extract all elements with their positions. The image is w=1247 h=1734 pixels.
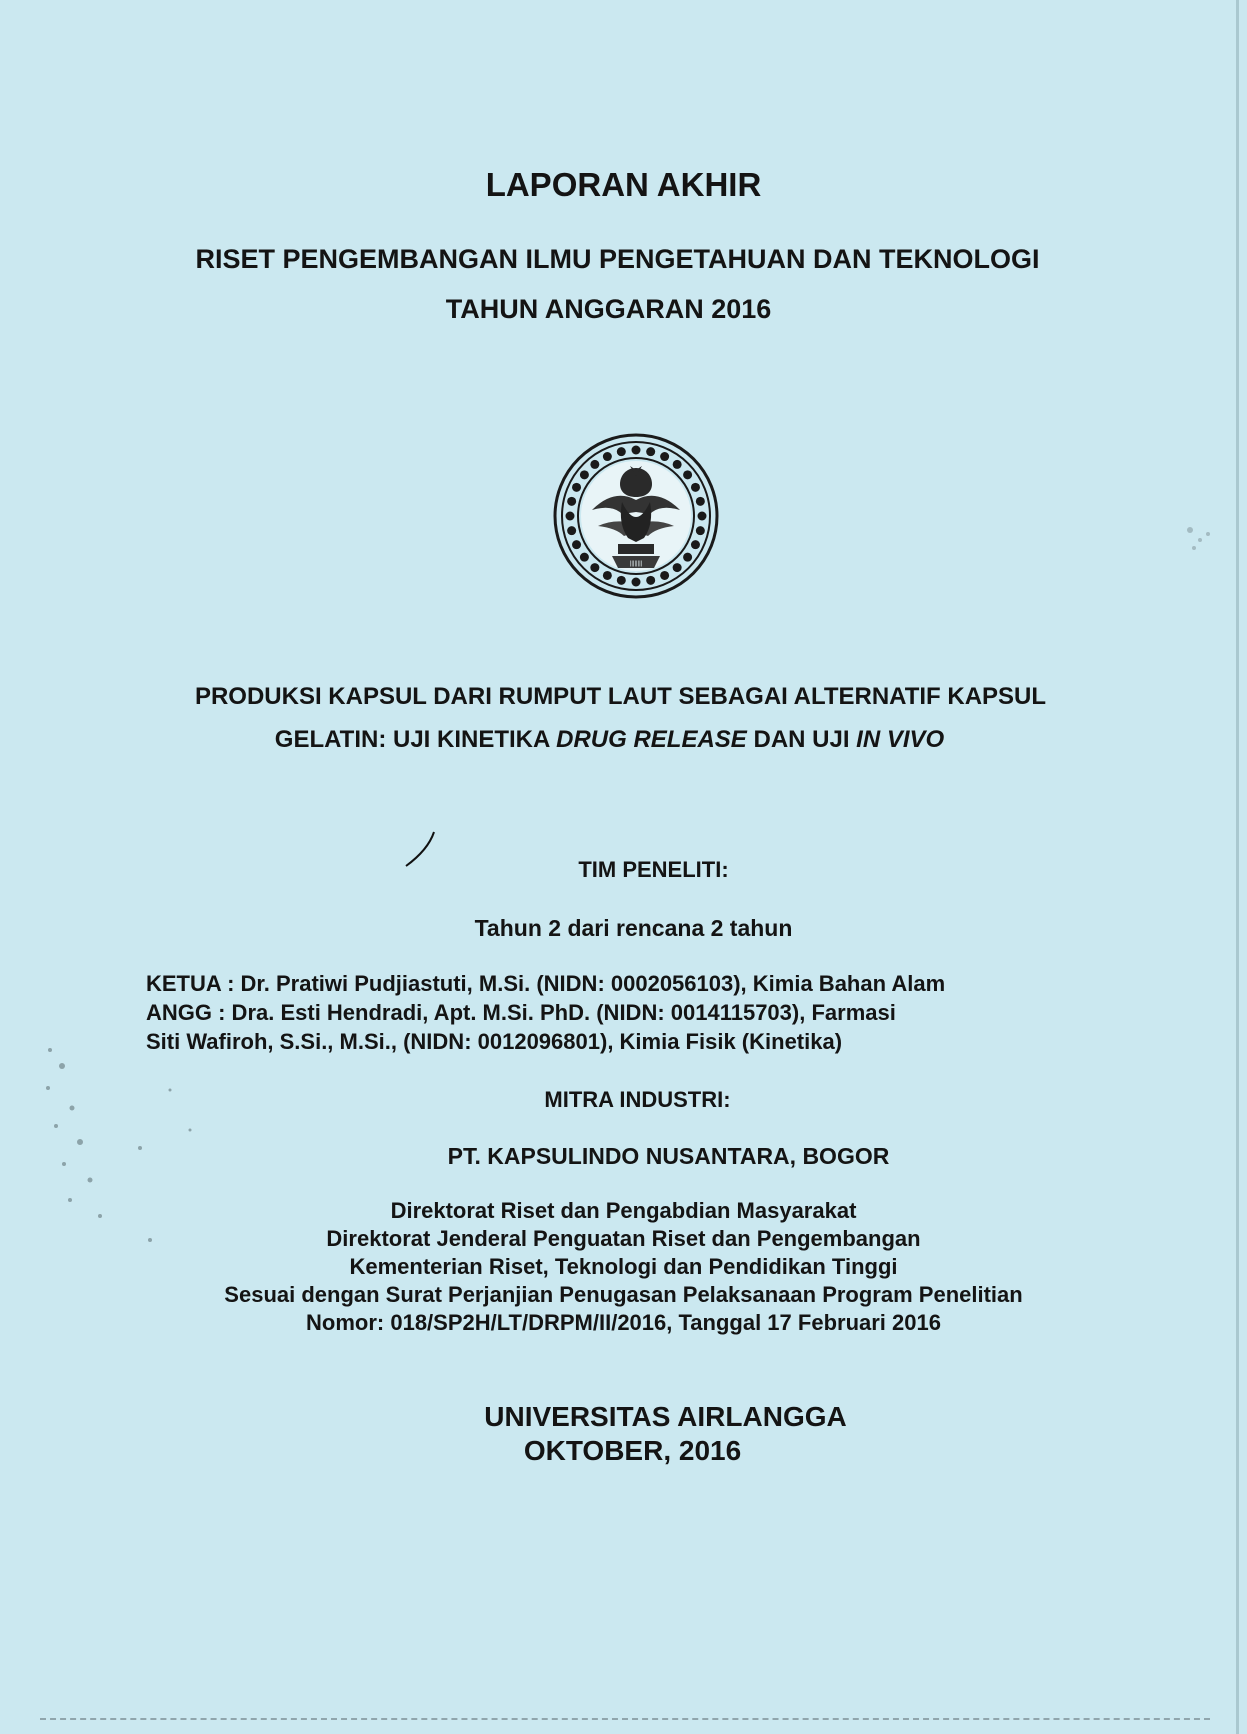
seal-bead	[572, 540, 581, 549]
team-heading: TIM PENELITI:	[578, 857, 729, 882]
seal-bead	[603, 452, 612, 461]
seal-bead	[673, 563, 682, 572]
pen-stroke-mark	[400, 830, 440, 870]
team-members	[146, 969, 945, 1056]
seal-bead	[572, 483, 581, 492]
university-name: UNIVERSITAS AIRLANGGA	[484, 1401, 847, 1432]
project-duration: Tahun 2 dari rencana 2 tahun	[474, 915, 793, 941]
research-title-line-2: GELATIN: UJI KINETIKA DRUG RELEASE DAN UJI IN VIVO	[274, 726, 945, 753]
member-3: Siti Wafiroh, S.Si., M.Si., (NIDN: 0012096801), Kimia Fisik (Kinetika)	[146, 1029, 843, 1054]
seal-bead	[603, 571, 612, 580]
page-edge	[1236, 0, 1239, 1734]
seal-bead	[691, 540, 700, 549]
seal-bead	[696, 497, 705, 506]
scan-smudge	[20, 1030, 210, 1290]
report-title: LAPORAN AKHIR	[485, 166, 762, 203]
seal-bead	[567, 526, 576, 535]
funding-line-4: Sesuai dengan Surat Perjanjian Penugasan Pelaksanaan Program Penelitian	[224, 1282, 1023, 1307]
scan-smudge-right	[1170, 510, 1230, 570]
seal-bead	[683, 553, 692, 562]
seal-bead	[590, 563, 599, 572]
svg-text:||||||||: ||||||||	[629, 561, 643, 567]
fiscal-year: TAHUN ANGGARAN 2016	[445, 294, 772, 324]
funding-line-3: Kementerian Riset, Teknologi dan Pendidikan Tinggi	[349, 1254, 898, 1279]
seal-bead	[567, 497, 576, 506]
scan-edge-line	[40, 1718, 1210, 1720]
seal-bead	[691, 483, 700, 492]
seal-bead	[646, 447, 655, 456]
partner-name: PT. KAPSULINDO NUSANTARA, BOGOR	[447, 1143, 890, 1169]
seal-bead	[660, 452, 669, 461]
university-seal-icon	[552, 432, 720, 600]
funding-line-5: Nomor: 018/SP2H/LT/DRPM/II/2016, Tanggal 17 Februari 2016	[306, 1310, 941, 1335]
program-name: RISET PENGEMBANGAN ILMU PENGETAHUAN DAN TEKNOLOGI	[195, 244, 1040, 274]
seal-bead	[590, 460, 599, 469]
seal-bead	[632, 446, 641, 455]
funding-line-1: Direktorat Riset dan Pengabdian Masyarakat	[390, 1198, 857, 1223]
seal-bead	[696, 526, 705, 535]
seal-bead	[660, 571, 669, 580]
partner-heading: MITRA INDUSTRI:	[544, 1087, 731, 1112]
member-2: ANGG : Dra. Esti Hendradi, Apt. M.Si. PhD. (NIDN: 0014115703), Farmasi	[146, 1000, 896, 1025]
funding-line-2: Direktorat Jenderal Penguatan Riset dan Pengembangan	[326, 1226, 921, 1251]
seal-bead	[580, 470, 589, 479]
seal-bead	[698, 512, 707, 521]
seal-bead	[580, 553, 589, 562]
seal-bead	[566, 512, 575, 521]
seal-bead	[683, 470, 692, 479]
seal-bead	[673, 460, 682, 469]
member-leader: KETUA : Dr. Pratiwi Pudjiastuti, M.Si. (NIDN: 0002056103), Kimia Bahan Alam	[146, 971, 946, 996]
seal-bead	[617, 447, 626, 456]
seal-bead	[617, 576, 626, 585]
research-title-line-1: PRODUKSI KAPSUL DARI RUMPUT LAUT SEBAGAI ALTERNATIF KAPSUL	[194, 683, 1047, 710]
seal-bead	[632, 578, 641, 587]
report-date: OKTOBER, 2016	[523, 1435, 742, 1466]
seal-bead	[646, 576, 655, 585]
